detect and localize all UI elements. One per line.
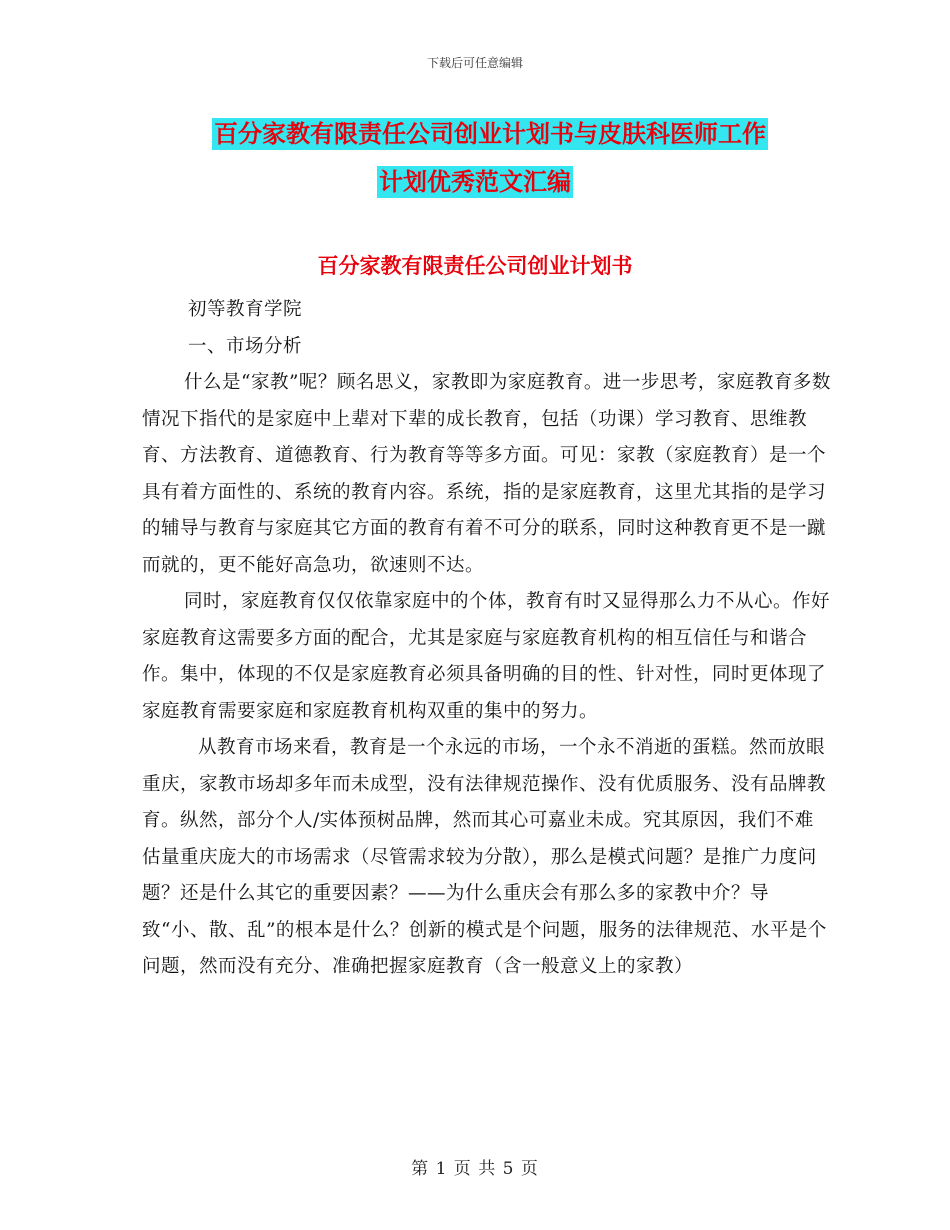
document-title xyxy=(0,110,950,206)
paragraph-3: 从教育市场来看，教育是一个永远的市场，一个永不消逝的蛋糕。然而放眼重庆，家教市场却多年而未成型，没有法律规范操作、没有优质服务、没有品牌教育。纵然，部分个人/实体预树品牌，然而其心可嘉业未成。究其原因，我们不难估量重庆庞大的市场需求（尽管需求较为分散），那么是模式问题？是推广力度问题？还是什么其它的重要因素？——为什么重庆会有那么多的家教中介？导致“小、散、乱”的根本是什么？创新的模式是个问题，服务的法律规范、水平是个问题，然而没有充分、准确把握家庭教育（含一般意义上的家教） xyxy=(142,737,827,977)
document-title-line-1 xyxy=(0,110,950,158)
title-highlight-2: 计划优秀范文汇编 xyxy=(379,168,571,196)
paragraph-2: 同时，家庭教育仅仅依靠家庭中的个体，教育有时又显得那么力不从心。作好家庭教育这需要多方面的配合，尤其是家庭与家庭教育机构的相互信任与和谐合作。集中，体现的不仅是家庭教育必须具备明确的目的性、针对性，同时更体现了家庭教育需要家庭和家庭教育机构双重的集中的努力。 xyxy=(142,591,831,722)
section-heading-market-analysis: 一、市场分析 xyxy=(188,335,303,357)
document-title-line-2 xyxy=(377,166,573,198)
title-highlight-1: 百分家教有限责任公司创业计划书与皮肤科医师工作 xyxy=(214,120,766,148)
page-header: 下载后可任意编辑 xyxy=(426,56,523,70)
page-footer: 第 1 页 共 5 页 xyxy=(411,1159,539,1179)
paragraph-1: 什么是“家教”呢？顾名思义，家教即为家庭教育。进一步思考，家庭教育多数情况下指代的是家庭中上辈对下辈的成长教育，包括（功课）学习教育、思维教育、方法教育、道德教育、行为教育等等多方面。可见：家教（家庭教育）是一个具有着方面性的、系统的教育内容。系统，指的是家庭教育，这里尤其指的是学习的辅导与教育与家庭其它方面的教育有着不可分的联系，同时这种教育更不是一蹴而就的，更不能好高急功，欲速则不达。 xyxy=(142,372,831,576)
section-title: 百分家教有限责任公司创业计划书 xyxy=(317,254,633,278)
document-body xyxy=(142,292,832,986)
author-line: 初等教育学院 xyxy=(188,299,303,320)
